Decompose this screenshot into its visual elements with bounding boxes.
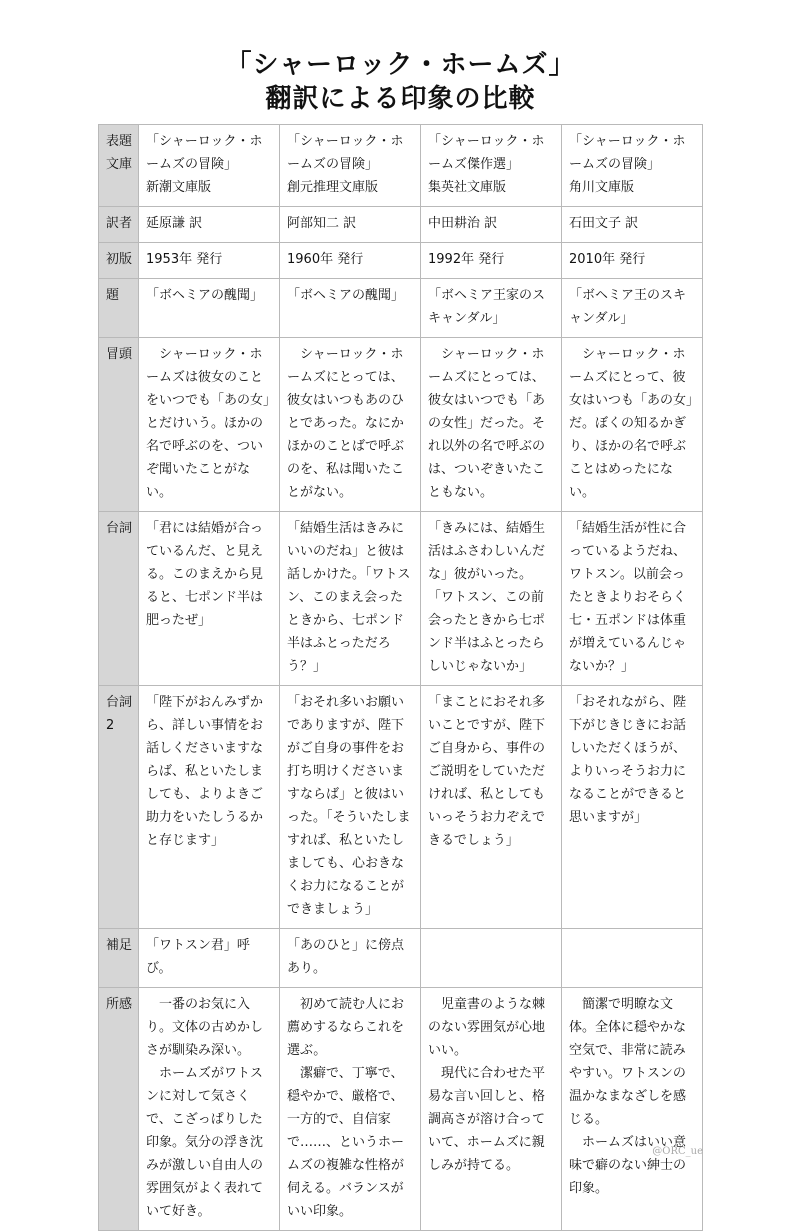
cell-edition: 1953年 発行 bbox=[139, 243, 280, 279]
cell-opening: シャーロック・ホームズにとって、彼女はいつも「あの女」だ。ぼくの知るかぎり、ほかの名で呼ぶことはめったにない。 bbox=[562, 338, 703, 512]
cell-opening: シャーロック・ホームズは彼女のことをいつでも「あの女」とだけいう。ほかの名で呼ぶのを、ついぞ聞いたことがない。 bbox=[139, 338, 280, 512]
table-row bbox=[99, 929, 703, 988]
cell-dai: 「ボヘミアの醜聞」 bbox=[280, 279, 421, 338]
row-header-translator: 訳者 bbox=[99, 207, 139, 243]
row-header-title: 表題 文庫 bbox=[99, 125, 139, 207]
cell-line2: 「まことにおそれ多いことですが、陛下ご自身から、事件のご説明をしていただければ、私としてもいっそうお力ぞえできるでしょう」 bbox=[421, 686, 562, 929]
table-row bbox=[99, 125, 703, 207]
row-header-dai: 題 bbox=[99, 279, 139, 338]
cell-line2: 「おそれながら、陛下がじきじきにお話しいただくほうが、よりいっそうお力になることができると思いますが」 bbox=[562, 686, 703, 929]
cell-impression: 一番のお気に入り。文体の古めかしさが馴染み深い。 ホームズがワトスンに対して気さくで、こざっぱりした印象。気分の浮き沈みが激しい自由人の雰囲気がよく表れていて好き。 bbox=[139, 988, 280, 1231]
table-row bbox=[99, 512, 703, 686]
cell-impression: 児童書のような棘のない雰囲気が心地いい。 現代に合わせた平易な言い回しと、格調高さが溶け合っていて、ホームズに親しみが持てる。 bbox=[421, 988, 562, 1231]
row-header-edition: 初版 bbox=[99, 243, 139, 279]
cell-impression: 簡潔で明瞭な文体。全体に穏やかな空気で、非常に読みやすい。ワトスンの温かなまなざしを感じる。 ホームズはいい意味で癖のない紳士の印象。 bbox=[562, 988, 703, 1231]
row-header-impression: 所感 bbox=[99, 988, 139, 1231]
cell-line1: 「君には結婚が合っているんだ、と見える。このまえから見ると、七ポンド半は肥ったぜ」 bbox=[139, 512, 280, 686]
cell-dai: 「ボヘミアの醜聞」 bbox=[139, 279, 280, 338]
cell-title: 「シャーロック・ホームズの冒険」 角川文庫版 bbox=[562, 125, 703, 207]
cell-line1: 「結婚生活が性に合っているようだね、ワトスン。以前会ったときよりおそらく七・五ポンドは体重が増えているんじゃないか？」 bbox=[562, 512, 703, 686]
cell-line1: 「きみには、結婚生活はふさわしいんだな」彼がいった。 「ワトスン、この前会ったときから七ポンド半はふとったらしいじゃないか」 bbox=[421, 512, 562, 686]
table-row bbox=[99, 207, 703, 243]
cell-dai: 「ボヘミア王のスキャンダル」 bbox=[562, 279, 703, 338]
cell-edition: 1992年 発行 bbox=[421, 243, 562, 279]
cell-title: 「シャーロック・ホームズの冒険」 新潮文庫版 bbox=[139, 125, 280, 207]
comparison-table bbox=[98, 124, 703, 1231]
row-header-line1: 台詞 bbox=[99, 512, 139, 686]
cell-edition: 1960年 発行 bbox=[280, 243, 421, 279]
row-header-note: 補足 bbox=[99, 929, 139, 988]
row-header-line2: 台詞 2 bbox=[99, 686, 139, 929]
cell-title: 「シャーロック・ホームズの冒険」 創元推理文庫版 bbox=[280, 125, 421, 207]
cell-translator: 石田文子 訳 bbox=[562, 207, 703, 243]
cell-note: 「あのひと」に傍点あり。 bbox=[280, 929, 421, 988]
page-subtitle: 翻訳による印象の比較 bbox=[265, 84, 536, 114]
page-title: 「シャーロック・ホームズ」 bbox=[225, 50, 576, 80]
cell-translator: 阿部知二 訳 bbox=[280, 207, 421, 243]
cell-translator: 延原謙 訳 bbox=[139, 207, 280, 243]
table-row bbox=[99, 243, 703, 279]
table-row bbox=[99, 686, 703, 929]
cell-opening: シャーロック・ホームズにとっては、彼女はいつでも「あの女性」だった。それ以外の名で呼ぶのは、ついぞきいたこともない。 bbox=[421, 338, 562, 512]
cell-dai: 「ボヘミア王家のスキャンダル」 bbox=[421, 279, 562, 338]
author-credit: @ORC_ue bbox=[652, 1146, 703, 1157]
cell-opening: シャーロック・ホームズにとっては、彼女はいつもあのひとであった。なにかほかのことばで呼ぶのを、私は聞いたことがない。 bbox=[280, 338, 421, 512]
cell-note: 「ワトスン君」呼び。 bbox=[139, 929, 280, 988]
cell-edition: 2010年 発行 bbox=[562, 243, 703, 279]
cell-line1: 「結婚生活はきみにいいのだね」と彼は話しかけた。「ワトスン、このまえ会ったときから、七ポンド半はふとっただろう？」 bbox=[280, 512, 421, 686]
cell-line2: 「おそれ多いお願いでありますが、陛下がご自身の事件をお打ち明けくださいますならば」と彼はいった。「そういたしますれば、私といたしましても、心おきなくお力になることができましょう」 bbox=[280, 686, 421, 929]
cell-impression: 初めて読む人にお薦めするならこれを選ぶ。 潔癖で、丁寧で、穏やかで、厳格で、一方的で、自信家で……、というホームズの複雑な性格が伺える。バランスがいい印象。 bbox=[280, 988, 421, 1231]
cell-title: 「シャーロック・ホームズ傑作選」 集英社文庫版 bbox=[421, 125, 562, 207]
cell-note bbox=[562, 929, 703, 988]
table-row bbox=[99, 279, 703, 338]
table-row bbox=[99, 988, 703, 1231]
cell-translator: 中田耕治 訳 bbox=[421, 207, 562, 243]
table-row bbox=[99, 338, 703, 512]
cell-note bbox=[421, 929, 562, 988]
row-header-opening: 冒頭 bbox=[99, 338, 139, 512]
cell-line2: 「陛下がおんみずから、詳しい事情をお話しくださいますならば、私といたしましても、よりよきご助力をいたしうるかと存じます」 bbox=[139, 686, 280, 929]
